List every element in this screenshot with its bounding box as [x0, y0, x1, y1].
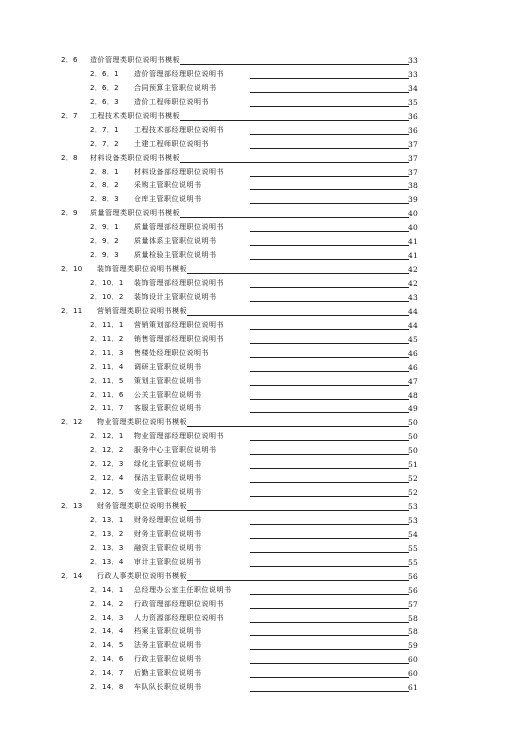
toc-entry-number: 2．13 [61, 502, 83, 510]
toc-entry-title: 销售管理部经理职位说明书 [134, 334, 224, 343]
toc-entry-number: 2．11．2 [90, 334, 124, 343]
toc-entry-page-number: 46 [408, 362, 418, 372]
toc-entry-page-number: 56 [408, 571, 418, 581]
toc-entry-title: 营销策划部经理职位说明书 [134, 320, 224, 329]
toc-subsection-entry[interactable] [0, 613, 529, 627]
toc-entry-page-number: 59 [408, 641, 418, 651]
leader-line [250, 189, 409, 190]
toc-entry-page-number: 44 [408, 306, 418, 316]
toc-entry-title: 行政人事类职位说明书模板 [97, 571, 187, 580]
toc-entry-page-number: 56 [408, 585, 418, 595]
toc-entry-title: 工程技术类职位说明书模板 [90, 111, 180, 120]
toc-entry-title: 质量检验主管职位说明书 [134, 251, 217, 260]
leader-line [250, 92, 409, 93]
toc-entry-title: 物业管理类职位说明书模板 [97, 418, 187, 427]
toc-entry-title: 财务主管职位说明书 [134, 529, 202, 538]
toc-entry-number: 2．14．6 [90, 655, 124, 664]
toc-entry-title: 合同预算主管职位说明书 [134, 83, 217, 92]
toc-entry-number: 2．12．2 [90, 446, 124, 455]
toc-subsection-entry[interactable] [0, 557, 529, 571]
toc-subsection-entry[interactable] [0, 682, 529, 696]
toc-entry-number: 2．14．8 [90, 683, 124, 692]
toc-entry-title: 仓库主管职位说明书 [134, 195, 202, 204]
toc-entry-page-number: 42 [408, 279, 418, 288]
toc-entry-page-number: 53 [408, 515, 418, 525]
toc-entry-number: 2．7．1 [90, 125, 119, 134]
toc-section-entry[interactable] [0, 264, 529, 278]
toc-subsection-entry[interactable] [0, 459, 529, 473]
toc-entry-page-number: 57 [408, 599, 418, 609]
toc-entry-page-number: 33 [408, 56, 418, 65]
toc-subsection-entry[interactable] [0, 222, 529, 236]
toc-entry-page-number: 49 [408, 404, 418, 414]
toc-section-entry[interactable] [0, 208, 529, 222]
toc-subsection-entry[interactable] [0, 487, 529, 501]
toc-entry-page-number: 38 [408, 181, 418, 191]
leader-line [250, 552, 409, 553]
toc-entry-title: 保洁主管职位说明书 [134, 474, 202, 483]
toc-entry-page-number: 55 [408, 543, 418, 553]
toc-entry-number: 2．7 [61, 111, 78, 120]
toc-entry-title: 质量管理部经理职位说明书 [134, 223, 224, 232]
toc-entry-page-number: 47 [408, 376, 418, 386]
toc-entry-page-number: 46 [408, 348, 418, 358]
toc-entry-number: 2．6 [61, 56, 78, 64]
toc-section-entry[interactable] [0, 501, 529, 515]
toc-entry-number: 2．13．3 [90, 543, 124, 552]
toc-subsection-entry[interactable] [0, 473, 529, 487]
toc-subsection-entry[interactable] [0, 320, 529, 334]
toc-subsection-entry[interactable] [0, 599, 529, 613]
toc-entry-number: 2．8．3 [90, 195, 119, 204]
toc-entry-title: 绿化主管职位说明书 [134, 460, 202, 469]
toc-entry-number: 2．11．7 [90, 404, 124, 413]
toc-section-entry[interactable] [0, 55, 529, 69]
toc-entry-title: 物业管理部经理职位说明书 [134, 432, 224, 441]
toc-entry-title: 质量体系主管职位说明书 [134, 237, 217, 246]
toc-entry-number: 2．7．2 [90, 139, 119, 148]
toc-entry-page-number: 36 [408, 111, 418, 121]
leader-line [250, 287, 409, 288]
toc-entry-title: 融资主管职位说明书 [134, 543, 202, 552]
toc-entry-page-number: 53 [408, 502, 418, 511]
toc-entry-page-number: 43 [408, 292, 418, 302]
toc-subsection-entry[interactable] [0, 97, 529, 111]
toc-entry-title: 质量管理类职位说明书模板 [90, 209, 180, 218]
leader-line [250, 440, 409, 441]
toc-entry-number: 2．6．2 [90, 83, 119, 92]
toc-entry-title: 总经理办公室主任职位说明书 [134, 585, 232, 594]
toc-subsection-entry[interactable] [0, 139, 529, 153]
toc-entry-number: 2．11．6 [90, 390, 124, 399]
toc-entry-title: 造价工程师职位说明书 [134, 97, 209, 106]
toc-entry-page-number: 58 [408, 613, 418, 623]
leader-line [250, 454, 409, 455]
leader-line [250, 399, 409, 400]
leader-line [250, 622, 409, 623]
toc-entry-number: 2．13．4 [90, 557, 124, 566]
toc-entry-page-number: 37 [408, 139, 418, 149]
toc-entry-number: 2．14．3 [90, 613, 124, 622]
toc-entry-number: 2．11．3 [90, 348, 124, 357]
leader-line [250, 538, 409, 539]
leader-line [250, 148, 409, 149]
toc-subsection-entry[interactable] [0, 376, 529, 390]
toc-entry-number: 2．10．2 [90, 292, 124, 301]
leader-line [250, 385, 409, 386]
toc-entry-page-number: 39 [408, 195, 418, 205]
toc-entry-title: 工程技术部经理职位说明书 [134, 125, 224, 134]
toc-entry-number: 2．11 [61, 306, 83, 315]
leader-line [250, 357, 409, 358]
toc-subsection-entry[interactable] [0, 626, 529, 640]
toc-entry-title: 服务中心主管职位说明书 [134, 446, 217, 455]
toc-entry-number: 2．9．2 [90, 237, 119, 246]
leader-line [250, 106, 409, 107]
toc-section-entry[interactable] [0, 153, 529, 167]
toc-subsection-entry[interactable] [0, 654, 529, 668]
toc-entry-page-number: 40 [408, 209, 418, 219]
toc-entry-title: 材料设备类职位说明书模板 [90, 153, 180, 162]
toc-entry-number: 2．9．3 [90, 251, 119, 260]
toc-entry-number: 2．12．3 [90, 460, 124, 469]
toc-entry-title: 档案主管职位说明书 [134, 627, 202, 636]
toc-entry-title: 行政主管职位说明书 [134, 655, 202, 664]
toc-entry-page-number: 54 [408, 529, 418, 539]
leader-line [250, 649, 409, 650]
toc-entry-title: 营销管理类职位说明书模板 [97, 306, 187, 315]
leader-line [250, 343, 409, 344]
leader-line [250, 496, 409, 497]
leader-line [250, 677, 409, 678]
toc-entry-title: 安全主管职位说明书 [134, 488, 202, 497]
toc-entry-page-number: 50 [408, 418, 418, 428]
toc-entry-number: 2．12．4 [90, 474, 124, 483]
toc-subsection-entry[interactable] [0, 278, 529, 292]
toc-entry-title: 造价管理类职位说明书模板 [90, 56, 180, 64]
toc-subsection-entry[interactable] [0, 334, 529, 348]
toc-entry-number: 2．12 [61, 418, 83, 427]
toc-entry-number: 2．6．3 [90, 97, 119, 106]
leader-line [250, 594, 409, 595]
toc-subsection-entry[interactable] [0, 69, 529, 83]
toc-entry-number: 2．9．1 [90, 223, 119, 232]
toc-entry-title: 审计主管职位说明书 [134, 557, 202, 566]
toc-section-entry[interactable] [0, 571, 529, 585]
toc-subsection-entry[interactable] [0, 362, 529, 376]
toc-entry-page-number: 36 [408, 125, 418, 135]
toc-subsection-entry[interactable] [0, 348, 529, 362]
toc-entry-title: 后勤主管职位说明书 [134, 669, 202, 678]
toc-entry-page-number: 37 [408, 153, 418, 163]
toc-subsection-entry[interactable] [0, 194, 529, 208]
toc-subsection-entry[interactable] [0, 250, 529, 264]
toc-entry-page-number: 51 [408, 460, 418, 470]
toc-entry-title: 调研主管职位说明书 [134, 362, 202, 371]
toc-entry-page-number: 44 [408, 320, 418, 330]
toc-subsection-entry[interactable] [0, 515, 529, 529]
toc-entry-number: 2．14．1 [90, 585, 124, 594]
toc-entry-number: 2．14．4 [90, 627, 124, 636]
toc-subsection-entry[interactable] [0, 292, 529, 306]
toc-entry-title: 行政管理部经理职位说明书 [134, 599, 224, 608]
toc-entry-title: 财务管理类职位说明书模板 [97, 502, 187, 510]
leader-line [250, 231, 409, 232]
toc-entry-number: 2．6．1 [90, 69, 119, 78]
toc-entry-title: 法务主管职位说明书 [134, 641, 202, 650]
leader-line [250, 482, 409, 483]
toc-entry-page-number: 50 [408, 446, 418, 456]
leader-line [250, 691, 409, 692]
toc-entry-title: 土建工程师职位说明书 [134, 139, 209, 148]
toc-entry-title: 造价管理部经理职位说明书 [134, 69, 224, 78]
toc-entry-title: 策划主管职位说明书 [134, 376, 202, 385]
toc-entry-number: 2．10 [61, 265, 83, 274]
toc-subsection-entry[interactable] [0, 180, 529, 194]
toc-entry-number: 2．14．2 [90, 599, 124, 608]
toc-entry-number: 2．14 [61, 571, 83, 580]
toc-entry-number: 2．8．1 [90, 167, 119, 176]
toc-entry-page-number: 60 [408, 655, 418, 665]
toc-entry-title: 车队队长职位说明书 [134, 683, 202, 692]
toc-entry-page-number: 40 [408, 223, 418, 233]
toc-entry-title: 公关主管职位说明书 [134, 390, 202, 399]
toc-entry-page-number: 61 [408, 683, 418, 693]
toc-subsection-entry[interactable] [0, 431, 529, 445]
toc-entry-title: 人力资源部经理职位说明书 [134, 613, 224, 622]
toc-entry-number: 2．8 [61, 153, 78, 162]
leader-line [250, 524, 409, 525]
toc-subsection-entry[interactable] [0, 640, 529, 654]
leader-line [250, 371, 409, 372]
toc-entry-number: 2．9 [61, 209, 78, 218]
leader-line [250, 78, 409, 79]
toc-entry-number: 2．13．1 [90, 515, 124, 524]
leader-line [250, 608, 409, 609]
toc-subsection-entry[interactable] [0, 668, 529, 682]
toc-entry-number: 2．10．1 [90, 279, 124, 287]
toc-section-entry[interactable] [0, 417, 529, 431]
toc-entry-page-number: 52 [408, 488, 418, 498]
toc-entry-title: 装饰管理部经理职位说明书 [134, 279, 224, 287]
leader-line [250, 635, 409, 636]
toc-entry-title: 采购主管职位说明书 [134, 181, 202, 190]
leader-line [250, 566, 409, 567]
leader-line [250, 176, 409, 177]
toc-entry-number: 2．12．5 [90, 488, 124, 497]
leader-line [250, 301, 409, 302]
leader-line [250, 663, 409, 664]
toc-entry-number: 2．11．4 [90, 362, 124, 371]
toc-entry-page-number: 37 [408, 167, 418, 177]
toc-entry-number: 2．11．1 [90, 320, 124, 329]
toc-entry-number: 2．13．2 [90, 529, 124, 538]
toc-entry-page-number: 35 [408, 97, 418, 107]
toc-entry-page-number: 33 [408, 69, 418, 79]
toc-entry-number: 2．12．1 [90, 432, 124, 441]
leader-line [250, 412, 409, 413]
toc-subsection-entry[interactable] [0, 403, 529, 417]
toc-subsection-entry[interactable] [0, 125, 529, 139]
toc-entry-title: 财务经理职位说明书 [134, 515, 202, 524]
toc-entry-number: 2．14．5 [90, 641, 124, 650]
toc-entry-page-number: 50 [408, 432, 418, 442]
toc-subsection-entry[interactable] [0, 167, 529, 181]
leader-line [250, 468, 409, 469]
toc-entry-page-number: 48 [408, 390, 418, 400]
leader-line [250, 203, 409, 204]
toc-entry-title: 材料设备部经理职位说明书 [134, 167, 224, 176]
toc-entry-page-number: 45 [408, 334, 418, 344]
toc-entry-number: 2．14．7 [90, 669, 124, 678]
toc-subsection-entry[interactable] [0, 390, 529, 404]
toc-entry-page-number: 55 [408, 557, 418, 567]
toc-entry-page-number: 41 [408, 237, 418, 247]
leader-line [250, 134, 409, 135]
toc-entry-number: 2．11．5 [90, 376, 124, 385]
toc-entry-page-number: 58 [408, 627, 418, 637]
toc-entry-title: 售楼处经理职位说明书 [134, 348, 209, 357]
toc-subsection-entry[interactable] [0, 83, 529, 97]
toc-entry-title: 装饰设计主管职位说明书 [134, 292, 217, 301]
toc-section-entry[interactable] [0, 306, 529, 320]
leader-line [250, 259, 409, 260]
table-of-contents [0, 55, 529, 696]
toc-entry-title: 装饰管理类职位说明书模板 [97, 265, 187, 274]
toc-subsection-entry[interactable] [0, 543, 529, 557]
toc-subsection-entry[interactable] [0, 236, 529, 250]
toc-subsection-entry[interactable] [0, 585, 529, 599]
toc-entry-page-number: 34 [408, 83, 418, 93]
toc-entry-page-number: 42 [408, 265, 418, 275]
toc-entry-number: 2．8．2 [90, 181, 119, 190]
toc-entry-title: 客服主管职位说明书 [134, 404, 202, 413]
leader-line [250, 329, 409, 330]
toc-entry-page-number: 52 [408, 474, 418, 484]
toc-subsection-entry[interactable] [0, 529, 529, 543]
toc-subsection-entry[interactable] [0, 445, 529, 459]
toc-section-entry[interactable] [0, 111, 529, 125]
leader-line [250, 245, 409, 246]
toc-entry-page-number: 41 [408, 251, 418, 261]
toc-entry-page-number: 60 [408, 669, 418, 679]
